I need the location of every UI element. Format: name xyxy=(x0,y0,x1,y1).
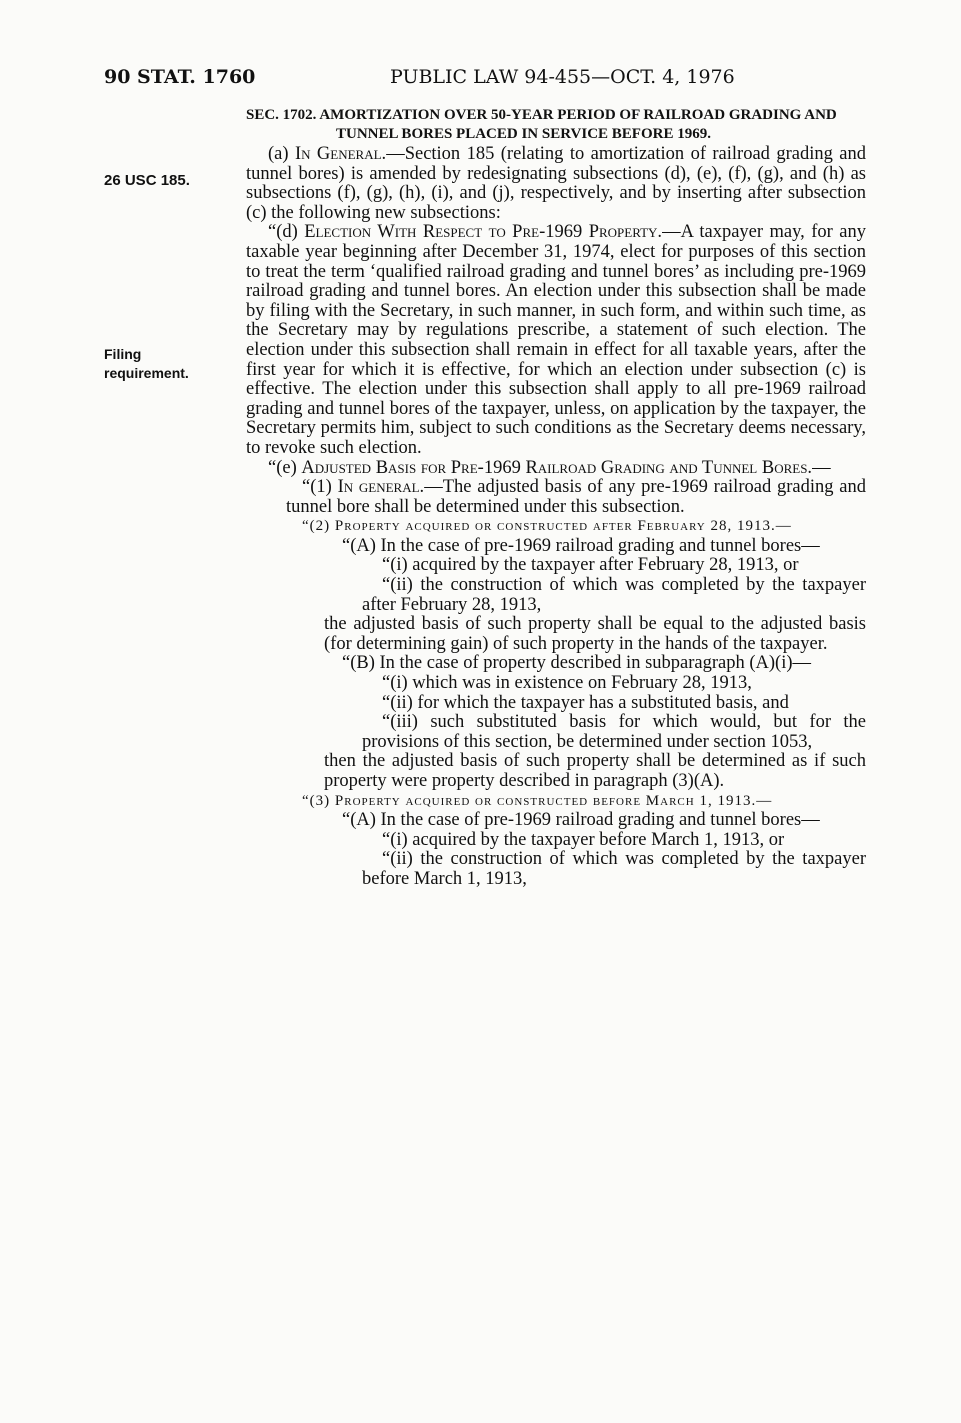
subparagraph-e2B: “(B) In the case of property described in subparagraph (A)(i)— xyxy=(342,653,811,674)
margin-note-filing-line2: requirement. xyxy=(104,365,189,381)
subsection-a xyxy=(246,145,866,223)
clause-e2Bi: “(i) which was in existence on February 28, 1913, xyxy=(382,673,752,694)
subsection-d-heading: Election With Respect to Pre-1969 Property. xyxy=(304,222,663,243)
subsection-e-dash: — xyxy=(812,457,831,478)
page-stat-citation: 90 STAT. 1760 xyxy=(104,66,256,88)
subsection-d-lead: “(d) xyxy=(268,222,305,243)
paragraph-e1 xyxy=(246,478,866,517)
subparagraph-e2A-tail: the adjusted basis of such property shall be equal to the adjusted basis (for determining gain) of such property in the hands of the taxpayer. xyxy=(324,614,866,654)
clause-e2Bii: “(ii) for which the taxpayer has a substituted basis, and xyxy=(382,692,789,713)
subparagraph-e2A: “(A) In the case of pre-1969 railroad grading and tunnel bores— xyxy=(342,535,820,556)
clause-e2Aii: “(ii) the construction of which was completed by the taxpayer after February 28, 1913, xyxy=(362,575,866,615)
margin-note-usc: 26 USC 185. xyxy=(104,172,190,189)
subsection-a-text: —Section 185 (relating to amortization of railroad grading and tunnel bores) is amended by redesignating subsections (d), (e), (f), (g), and (h) as subsections (f), (g), (h), (i), and (j), respectively, and by inserting after subsection (c) the following new subsections: xyxy=(246,144,866,223)
paragraph-e3-heading: “(3) Property acquired or constructed before March 1, 1913.— xyxy=(302,792,773,809)
subsection-e-heading: Adjusted Basis for Pre-1969 Railroad Grading and Tunnel Bores. xyxy=(301,457,813,478)
clause-e3Ai: “(i) acquired by the taxpayer before March 1, 1913, or xyxy=(382,829,785,850)
statute-body xyxy=(246,106,866,890)
margin-note-filing xyxy=(104,345,189,383)
clause-e2Ai: “(i) acquired by the taxpayer after February 28, 1913, or xyxy=(382,555,799,576)
paragraph-e1-text: —The adjusted basis of any pre-1969 railroad grading and tunnel bore shall be determined under this subsection. xyxy=(286,477,866,517)
clause-e3Aii: “(ii) the construction of which was completed by the taxpayer before March 1, 1913, xyxy=(362,849,866,889)
subparagraph-e2B-tail: then the adjusted basis of such property shall be determined as if such property were property described in paragraph (3)(A). xyxy=(324,751,866,791)
clause-e2Biii: “(iii) such substituted basis for which would, but for the provisions of this section, be determined under section 1053, xyxy=(362,712,866,752)
section-heading: SEC. 1702. AMORTIZATION OVER 50-YEAR PERIOD OF RAILROAD GRADING AND TUNNEL BORES PLACED IN SERVICE BEFORE 1969. xyxy=(246,107,837,142)
paragraph-e1-heading: In general. xyxy=(337,477,425,498)
subsection-e-lead: “(e) xyxy=(268,457,302,478)
subsection-d xyxy=(246,223,866,458)
paragraph-e2-heading: “(2) Property acquired or constructed after February 28, 1913.— xyxy=(302,518,792,535)
paragraph-e1-lead: “(1) xyxy=(302,477,338,498)
subsection-a-heading: In General. xyxy=(294,144,387,164)
page-running-head: PUBLIC LAW 94-455—OCT. 4, 1976 xyxy=(390,66,735,88)
subparagraph-e3A: “(A) In the case of pre-1969 railroad grading and tunnel bores— xyxy=(342,810,820,831)
subsection-e xyxy=(246,459,866,479)
subsection-a-lead: (a) xyxy=(268,144,295,164)
margin-note-filing-line1: Filing xyxy=(104,346,142,362)
subsection-d-text: —A taxpayer may, for any taxable year beginning after December 31, 1974, elect for purposes of this section to treat the term ‘qualified railroad grading and tunnel bores’ as including pre-1969 railroad grading and tunnel bores. An election under this subsection shall be made by filing with the Secretary, in such manner, in such form, and within such time, as the Secretary may by regulations prescribe, a statement of such election. The election under this subsection shall remain in effect for all taxable years, after the first year for which it is effective, for which an election under subsection (c) is effective. The election under this subsection shall apply to all pre-1969 railroad grading and tunnel bores of the taxpayer, unless, on application by the taxpayer, the Secretary permits him, subject to such conditions as the Secretary deems necessary, to revoke such election. xyxy=(246,222,866,458)
